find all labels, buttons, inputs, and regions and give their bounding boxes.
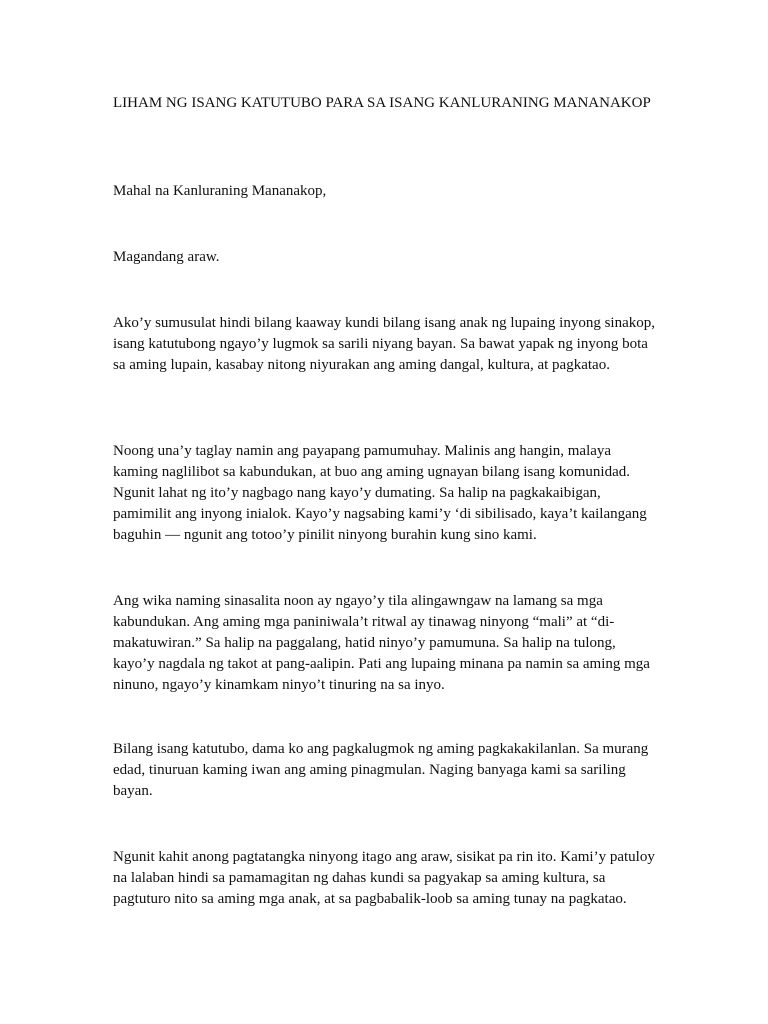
letter-salutation: Mahal na Kanluraning Mananakop,	[113, 183, 327, 199]
letter-paragraph-2: Noong una’y taglay namin ang payapang pamumuhay. Malinis ang hangin, malaya kaming naglilibot sa kabundukan, at buo ang aming ugnayan bilang isang komunidad. Ngunit lahat ng ito’y nagbago nang kayo’y dumating. Sa halip na pagkakaibigan, pamimilit ang inyong inialok. Kayo’y nagsabing kami’y ‘di sibilisado, kaya’t kailangang baguhin — ngunit ang totoo’y pinilit ninyong burahin kung sino kami.	[113, 443, 647, 543]
letter-paragraph-5: Ngunit kahit anong pagtatangka ninyong itago ang araw, sisikat pa rin ito. Kami’y patuloy na lalaban hindi sa pamamagitan ng dahas kundi sa pagyakap sa aming kultura, sa pagtuturo nito sa aming mga anak, at sa pagbabalik-loob sa aming tunay na pagkatao.	[113, 849, 655, 907]
letter-greeting: Magandang araw.	[113, 249, 220, 265]
letter-paragraph-4: Bilang isang katutubo, dama ko ang pagkalugmok ng aming pagkakakilanlan. Sa murang edad, tinuruan kaming iwan ang aming pinagmulan. Naging banyaga kami sa sariling bayan.	[113, 741, 649, 799]
letter-title: LIHAM NG ISANG KATUTUBO PARA SA ISANG KANLURANING MANANAKOP	[113, 95, 651, 111]
letter-paragraph-1: Ako’y sumusulat hindi bilang kaaway kundi bilang isang anak ng lupaing inyong sinakop, isang katutubong ngayo’y lugmok sa sarili niyang bayan. Sa bawat yapak ng inyong bota sa aming lupain, kasabay nitong niyurakan ang aming dangal, kultura, at pagkatao.	[113, 315, 656, 373]
letter-paragraph-3: Ang wika naming sinasalita noon ay ngayo’y tila alingawngaw na lamang sa mga kabundukan. Ang aming mga paniniwala’t ritwal ay tinawag ninyong “mali” at “di-makatuwiran.” Sa halip na paggalang, hatid ninyo’y pamumuna. Sa halip na tulong, kayo’y nagdala ng takot at pang-aalipin. Pati ang lupaing minana pa namin sa aming mga ninuno, ngayo’y kinamkam ninyo’t tinuring na sa inyo.	[113, 593, 650, 693]
